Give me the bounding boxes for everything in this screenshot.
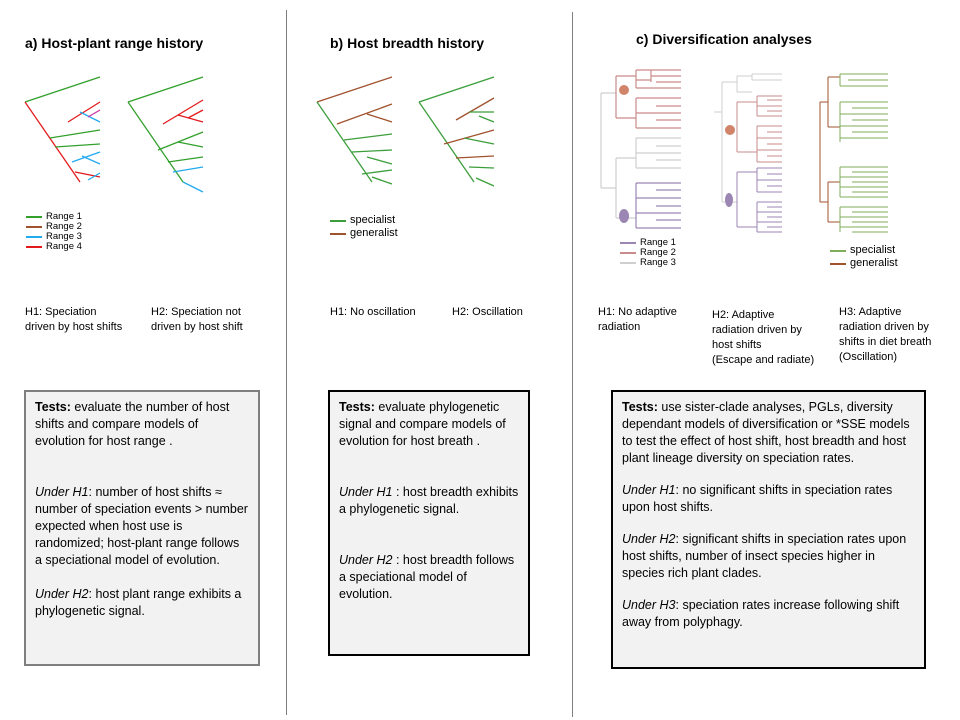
hypothesis-line: radiation [598, 321, 641, 333]
legend-label: generalist [850, 257, 898, 269]
under-h2-text: : host plant range exhibits a phylogenetic signal. [35, 587, 242, 618]
under-h1-paragraph [622, 482, 915, 516]
under-h2-label: Under H2 [622, 532, 676, 546]
tests-text: use sister-clade analyses, PGLs, diversity dependant models of diversification or *SSE models to test the effect of host shift, host breadth and host plant lineage diversity on speciation rates. [622, 400, 910, 465]
swatch-range-1 [620, 242, 636, 244]
panel-b-legend [330, 214, 398, 240]
under-h2-label: Under H2 [35, 587, 89, 601]
legend-label: specialist [850, 244, 896, 256]
under-h1-text: : no significant shifts in speciation rates upon host shifts. [622, 483, 893, 514]
tests-text: evaluate the number of host shifts and compare models of evolution for host range . [35, 400, 230, 448]
panel-c-h1 [598, 305, 677, 335]
hypothesis-line: host shifts [712, 339, 762, 351]
hypothesis-line: H1: No adaptive [598, 306, 677, 318]
divider-left [286, 10, 287, 715]
swatch-range-1 [26, 216, 42, 218]
under-h1-label: Under H1 [35, 485, 89, 499]
tests-paragraph [622, 399, 915, 467]
legend-label: generalist [350, 227, 398, 239]
panel-b-h1: H1: No oscillation [330, 306, 416, 318]
legend-label: Range 3 [640, 257, 676, 268]
plant-icon [725, 125, 735, 135]
hypothesis-line: (Oscillation) [839, 351, 898, 363]
legend-label: Range 3 [46, 231, 82, 242]
under-h2-paragraph [339, 552, 519, 603]
divider-right [572, 12, 573, 717]
under-h1-label: Under H1 [339, 485, 393, 499]
under-h2-text: : significant shifts in speciation rates upon host shifts, number of insect species higher in species rich plant clades. [622, 532, 907, 580]
panel-b-tree-h2 [414, 72, 504, 197]
swatch-specialist [830, 250, 846, 252]
swatch-specialist [330, 220, 346, 222]
legend-label: specialist [350, 214, 396, 226]
panel-a-tree-h1 [20, 72, 110, 197]
swatch-range-3 [26, 236, 42, 238]
panel-a-legend [26, 212, 82, 252]
swatch-generalist [330, 233, 346, 235]
legend-item-generalist [830, 257, 898, 270]
panel-c-phylogeny-h1 [596, 68, 686, 238]
legend-item-range-4 [26, 242, 82, 252]
under-h3-label: Under H3 [622, 598, 676, 612]
hypothesis-line: H2: Speciation not [151, 306, 241, 318]
hypothesis-line: H1: Speciation [25, 306, 97, 318]
swatch-range-3 [620, 262, 636, 264]
legend-item-range-3 [620, 258, 676, 268]
panel-a-h1 [25, 305, 122, 335]
under-h3-text: : speciation rates increase following shift away from polyphagy. [622, 598, 900, 629]
leaf-icon [619, 209, 629, 223]
panel-c-legend-ranges [620, 238, 676, 268]
hypothesis-line: shifts in diet breath [839, 336, 932, 348]
hypothesis-line: driven by host shifts [25, 321, 123, 333]
swatch-range-2 [26, 226, 42, 228]
hypothesis-line: radiation driven by [839, 321, 929, 333]
panel-c-phylogeny-h3 [818, 72, 908, 237]
plant-icon [619, 85, 629, 95]
panel-b-tree-h1 [312, 72, 402, 197]
hypothesis-line: H3: Adaptive [839, 306, 902, 318]
panel-a-h2 [151, 305, 243, 335]
under-h1-text: : number of host shifts ≈ number of speciation events > number expected when host use is randomized; host-plant range follows a speciational model of evolution. [35, 485, 248, 567]
legend-item-generalist [330, 227, 398, 240]
panel-b-tests-box [328, 390, 530, 656]
panel-c-h2 [712, 308, 814, 368]
hypothesis-line: (Escape and radiate) [712, 354, 815, 366]
panel-c-phylogeny-h2 [712, 72, 802, 237]
legend-item-specialist [830, 244, 898, 257]
legend-item-specialist [330, 214, 398, 227]
under-h2-label: Under H2 [339, 553, 393, 567]
panel-b-title: b) Host breadth history [330, 35, 485, 51]
leaf-icon [725, 193, 733, 207]
swatch-generalist [830, 263, 846, 265]
under-h1-paragraph [339, 484, 519, 518]
under-h1-label: Under H1 [622, 483, 676, 497]
legend-label: Range 4 [46, 241, 82, 252]
tests-paragraph [35, 399, 249, 450]
hypothesis-line: H2: Adaptive [712, 309, 775, 321]
panel-c-h3 [839, 305, 931, 365]
panel-a-title: a) Host-plant range history [25, 35, 204, 51]
under-h1-paragraph [35, 484, 249, 569]
tests-paragraph [339, 399, 519, 450]
tests-text: evaluate phylogenetic signal and compare models of evolution for host breath . [339, 400, 506, 448]
under-h2-paragraph [622, 531, 915, 582]
panel-a-tests-box [24, 390, 260, 666]
under-h1-text: : host breadth exhibits a phylogenetic signal. [339, 485, 519, 516]
panel-c-legend-breadth [830, 244, 898, 270]
legend-label: Range 2 [46, 221, 82, 232]
panel-a-tree-h2 [123, 72, 213, 197]
legend-label: Range 1 [46, 211, 82, 222]
tests-label: Tests: [622, 400, 658, 414]
tests-label: Tests: [35, 400, 71, 414]
under-h2-paragraph [35, 586, 249, 620]
tests-label: Tests: [339, 400, 375, 414]
hypothesis-line: driven by host shift [151, 321, 243, 333]
hypothesis-line: radiation driven by [712, 324, 802, 336]
swatch-range-4 [26, 246, 42, 248]
under-h3-paragraph [622, 597, 915, 631]
under-h2-text: : host breadth follows a speciational model of evolution. [339, 553, 515, 601]
legend-label: Range 2 [640, 247, 676, 258]
panel-b-h2: H2: Oscillation [452, 306, 523, 318]
panel-c-tests-box [611, 390, 926, 669]
legend-label: Range 1 [640, 237, 676, 248]
swatch-range-2 [620, 252, 636, 254]
panel-c-title: c) Diversification analyses [636, 31, 812, 47]
